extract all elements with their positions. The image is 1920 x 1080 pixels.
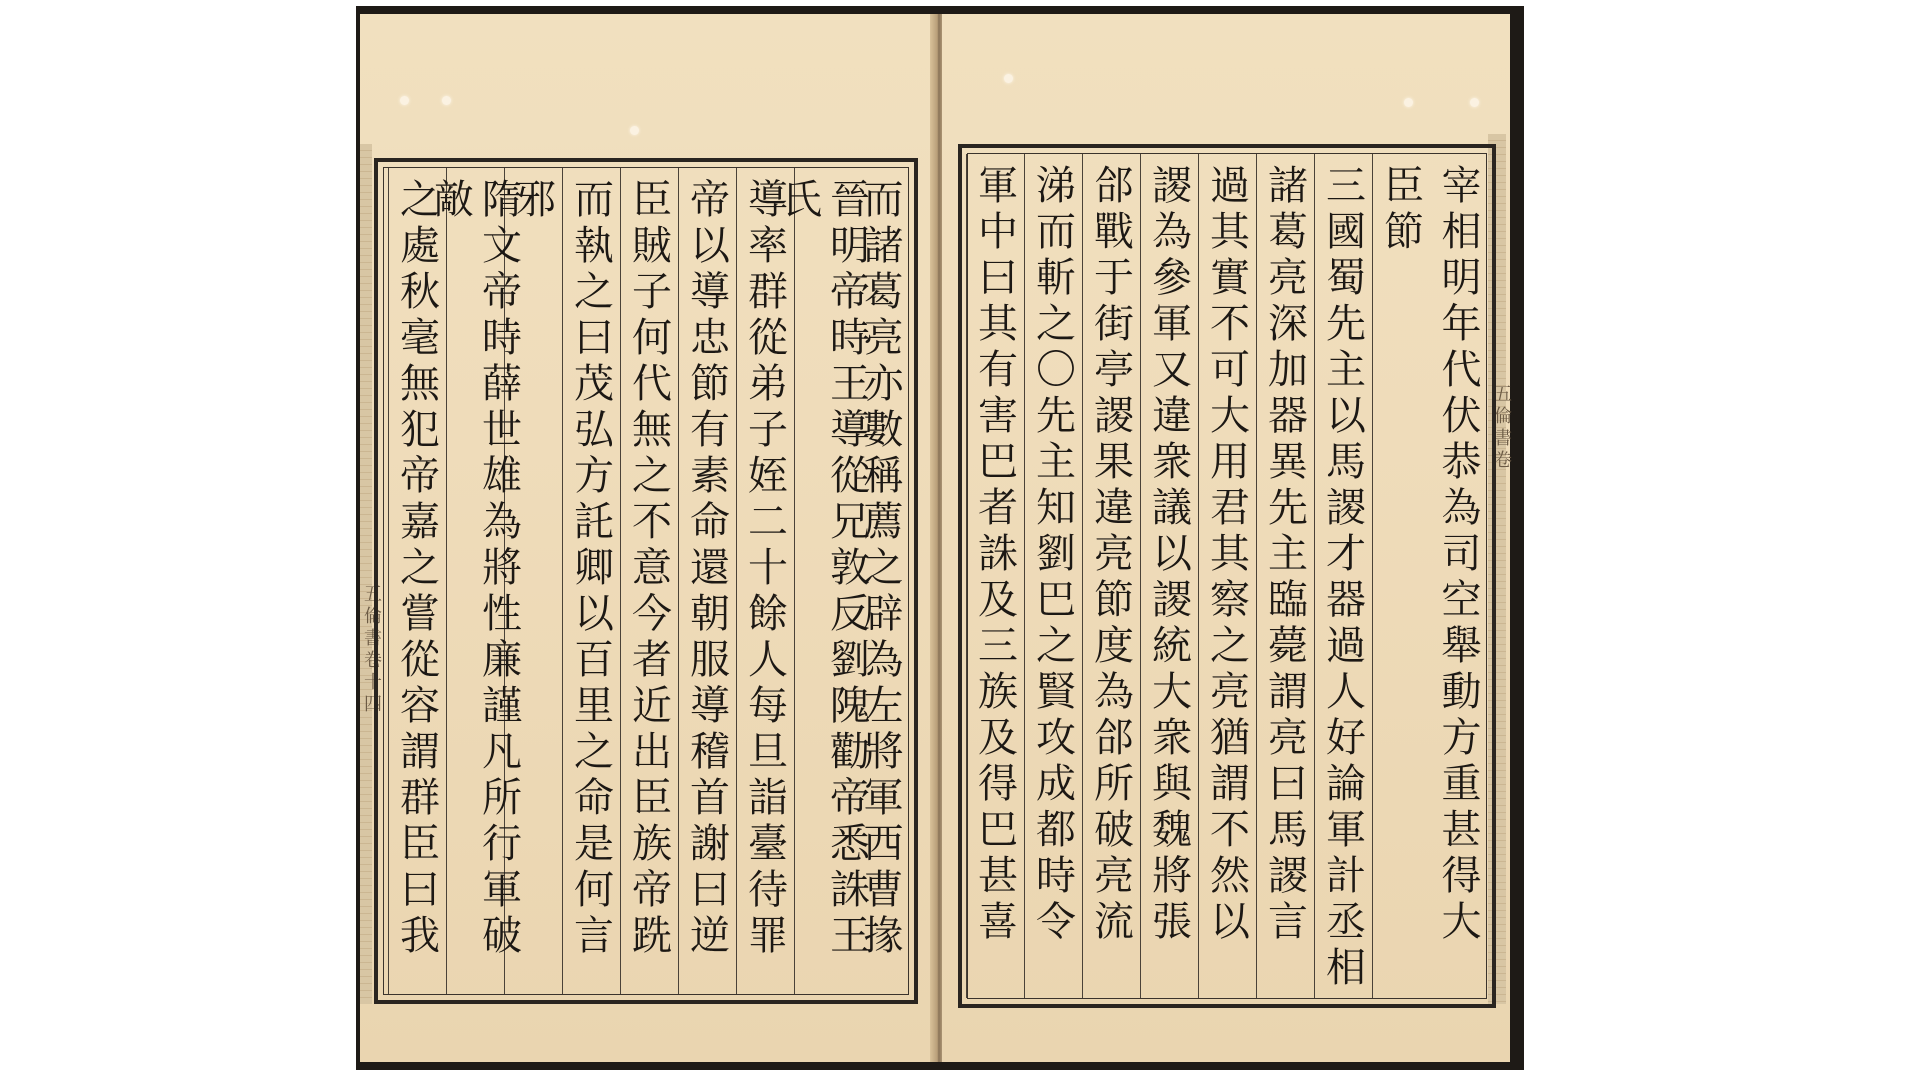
- text-column: [1430, 154, 1486, 998]
- column-text: 謖為參軍又違衆議以謖統大衆與魏將張: [1145, 164, 1192, 946]
- paper-spot: [1470, 98, 1479, 107]
- column-text: 過其實不可大用君其察之亮猶謂不然以: [1203, 164, 1250, 946]
- column-text: 導率群從弟子姪二十餘人每旦詣臺待罪: [741, 178, 788, 960]
- paper-spot: [1404, 98, 1413, 107]
- paper-spot: [630, 126, 639, 135]
- column-text: 軍中曰其有害巴者誅及三族及得巴甚喜: [971, 164, 1018, 946]
- column-text: 而諸葛亮亦數稱薦之辟為左將軍西曹掾: [857, 178, 903, 960]
- column-text: 宰相明年代伏恭為司空舉動方重甚得大: [1435, 164, 1481, 946]
- edge-title: 五倫書卷十四: [361, 584, 382, 716]
- text-grid: [967, 153, 1487, 999]
- column-text: 隋文帝時薛世雄為將性廉謹凡所行軍破敵: [427, 178, 522, 960]
- page-edge-strip: [360, 144, 382, 1004]
- edge-title: 五倫書卷: [1491, 384, 1512, 472]
- text-frame: [958, 144, 1496, 1008]
- paper-spot: [442, 96, 451, 105]
- text-column: [775, 168, 870, 994]
- text-column: [1198, 154, 1254, 998]
- text-column: [388, 168, 444, 994]
- column-text: 晉明帝時王導從兄敦反劉隗勸帝悉誅王氏: [775, 178, 870, 960]
- text-column: [427, 168, 522, 994]
- column-text: 三國蜀先主以馬謖才器過人好論軍計丞相: [1319, 164, 1366, 992]
- text-grid: [383, 167, 909, 995]
- paper-spot: [400, 96, 409, 105]
- text-column: [1256, 154, 1312, 998]
- text-column: [620, 168, 676, 994]
- text-column: [562, 168, 618, 994]
- text-column: [1082, 154, 1138, 998]
- column-text: 臣賊子何代無之不意今者近出臣族帝跣: [625, 178, 672, 960]
- text-frame: [374, 158, 918, 1004]
- text-column: [1372, 154, 1428, 998]
- column-text: 諸葛亮深加器異先主臨薨謂亮曰馬謖言: [1261, 164, 1308, 946]
- column-text: 郃戰于街亭謖果違亮節度為郃所破亮流: [1087, 164, 1134, 946]
- column-text: 帝以導忠節有素命還朝服導稽首謝曰逆: [683, 178, 730, 960]
- text-column: [1140, 154, 1196, 998]
- column-text: 而執之曰茂弘方託卿以百里之命是何言: [567, 178, 614, 960]
- column-text: 之處秋毫無犯帝嘉之嘗從容謂群臣曰我: [393, 178, 440, 960]
- column-text: 邪: [509, 178, 556, 224]
- left-page: [360, 14, 934, 1062]
- column-text: 涕而斬之〇先主知劉巴之賢攻成都時令: [1029, 164, 1076, 946]
- text-column: [678, 168, 734, 994]
- paper-spot: [1004, 74, 1013, 83]
- text-column: [1314, 154, 1370, 998]
- column-text: 臣節: [1377, 164, 1424, 256]
- text-column: [1024, 154, 1080, 998]
- book-spread: [356, 6, 1524, 1070]
- right-page: [942, 14, 1510, 1062]
- text-column: [966, 154, 1022, 998]
- text-column: [736, 168, 792, 994]
